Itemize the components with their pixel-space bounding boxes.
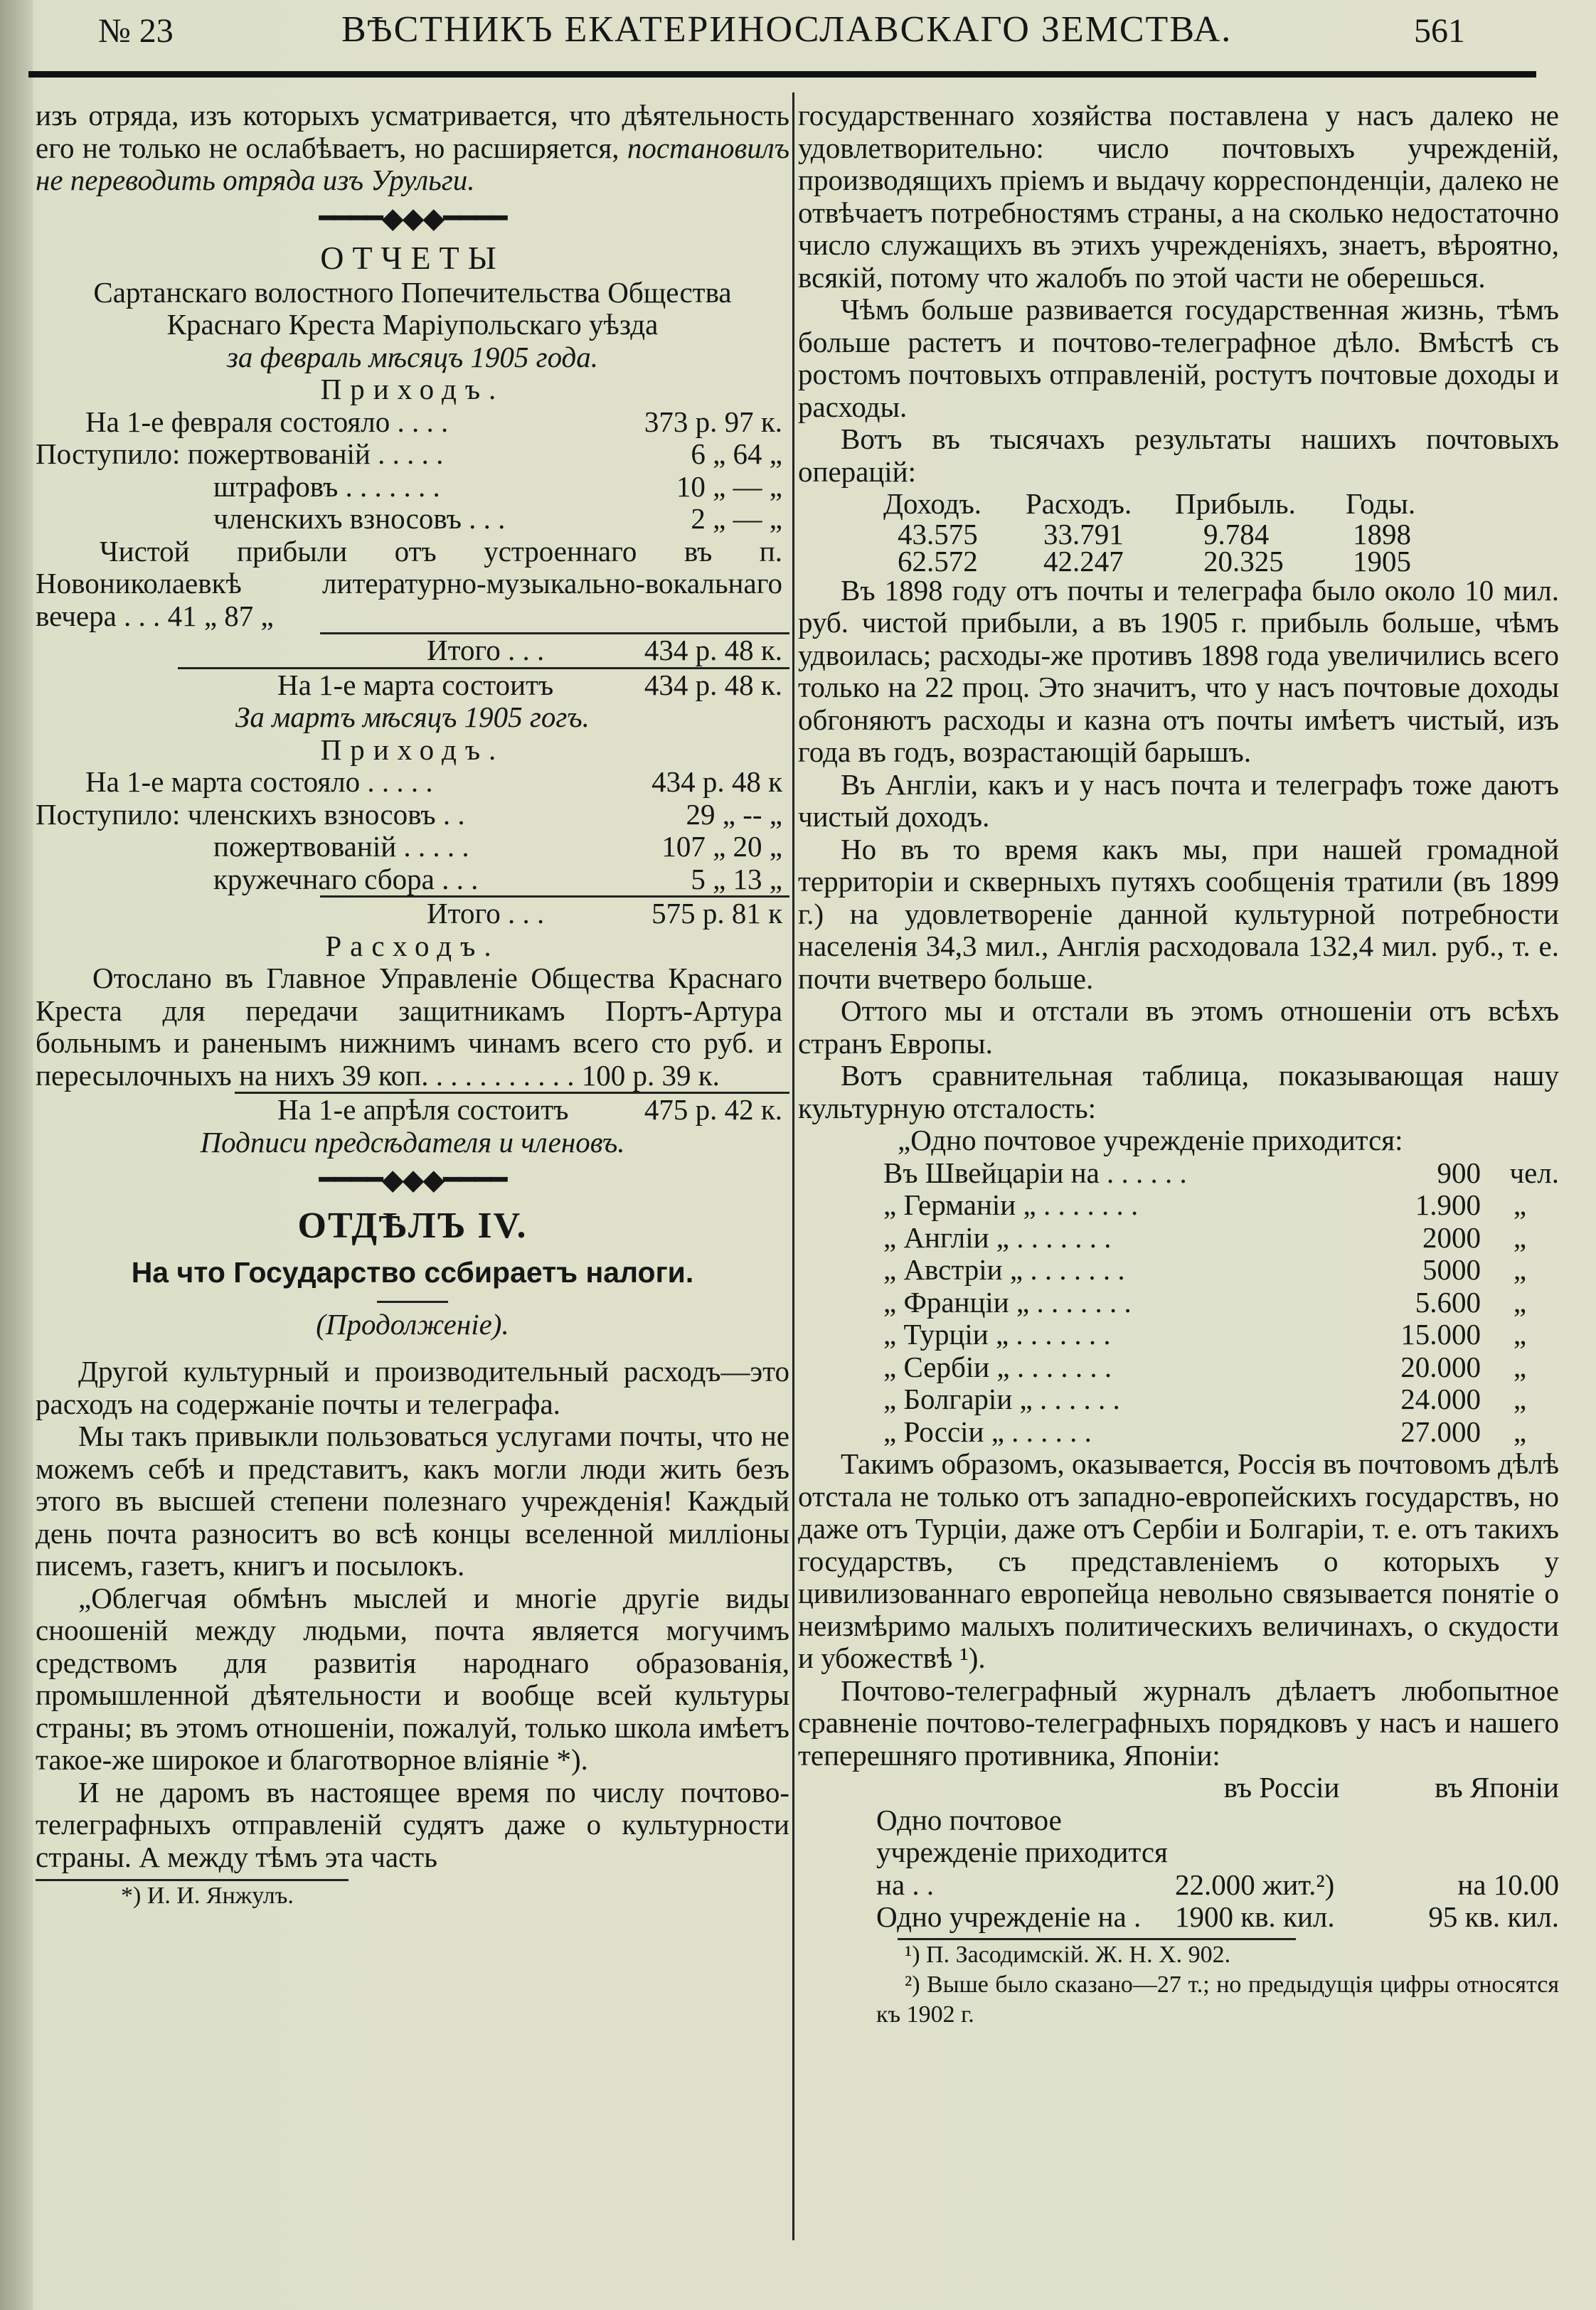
book-binding xyxy=(0,0,33,2310)
page-header xyxy=(92,6,1486,55)
table-row: Одно почтовое учрежденіе приходится на . . 22.000 жит.²) на 10.00 xyxy=(876,1804,1559,1901)
header-rule xyxy=(28,71,1536,78)
column-divider xyxy=(792,92,794,2240)
reports-subtitle: Сартанскаго волостного Попечительства Общества Краснаго Креста Маріупольскаго уѣзда xyxy=(93,275,732,341)
table-row: пожертвованій . . . . . 107 „ 20 „ xyxy=(213,830,782,863)
article-paragraph: государственнаго хозяйства поставлена у насъ далеко не удовлетворительно: число почтовыхъ учрежденій, производящихъ пріемъ и выдачу корреспонденціи, далеко не отвѣчаетъ потребностямъ страны, а на сколько недостаточно число служащихъ въ этихъ учрежденіяхъ, знаетъ, вѣроятно, всякій, потому что жалобъ по этой части не оберешься. xyxy=(798,99,1559,294)
table-row: На 1-е марта состояло . . . . . 434 р. 48 к xyxy=(85,765,782,798)
table-caption: „Одно почтовое учрежденіе приходится: xyxy=(898,1124,1403,1156)
article-paragraph: Такимъ образомъ, оказывается, Россія въ почтовомъ дѣлѣ отстала не только отъ западно-европейскихъ государствъ, но даже отъ Турціи, даже отъ Сербіи и Болгаріи, т. е. отъ такихъ государствъ, съ представленіемъ о которыхъ у цивилизованнаго европейца невольно связывается понятіе о неизмѣримо малыхъ политическихъ величинахъ, о скудости и убожествѣ ¹). xyxy=(798,1447,1559,1674)
article-heading: На что Государство ссбираетъ налоги. xyxy=(131,1256,694,1289)
table-row: Поступило: пожертвованій . . . . . 6 „ 64 „ xyxy=(36,437,782,470)
table-row: Одно учрежденіе на . 1900 кв. кил. 95 кв. кил. xyxy=(876,1900,1559,1933)
article-paragraph: Чѣмъ больше развивается государственная жизнь, тѣмъ больше растетъ и почтово-телеграфное дѣло. Вмѣстѣ съ ростомъ почтовыхъ отправленій, ростутъ почтовые доходы и расходы. xyxy=(798,293,1559,423)
countries-table xyxy=(798,1157,1559,1449)
article-paragraph: Но въ то время какъ мы, при нашей громадной территоріи и скверныхъ путяхъ сообщенія тратили (въ 1899 г.) на удовлетвореніе данной культурной потребности населенія 34,3 мил., Англія расходовала 132,4 мил. руб., т. е. почти вчетверо больше. xyxy=(798,832,1559,995)
mar-table xyxy=(36,766,789,895)
april-balance: На 1-е апрѣля состоитъ 475 р. 42 к. xyxy=(235,1092,789,1127)
table-row: „ Австріи „ . . . . . . . 5000 „ xyxy=(883,1253,1527,1286)
comparison-table xyxy=(798,1772,1559,1934)
article-paragraph: Вотъ сравнительная таблица, показывающая нашу культурную отсталость: xyxy=(798,1059,1559,1124)
operations-table xyxy=(798,487,1559,578)
left-column xyxy=(36,100,789,1911)
ornament-divider: ━━━━◆◆◆━━━━ xyxy=(319,201,506,234)
footnote: ¹) П. Засодимскій. Ж. Н. Х. 902. xyxy=(905,1941,1231,1968)
article-paragraph: Вотъ въ тысячахъ результаты нашихъ почтовыхъ операцій: xyxy=(798,422,1559,488)
table-row: штрафовъ . . . . . . . 10 „ — „ xyxy=(213,469,782,503)
article-paragraph: Почтово-телеграфный журналъ дѣлаетъ любопытное сравненіе почтово-телеграфныхъ порядковъ у насъ и нашего теперешняго противника, Японіи: xyxy=(798,1673,1559,1772)
article-paragraph: Въ Англіи, какъ и у насъ почта и телеграфъ тоже даютъ чистый доходъ. xyxy=(798,767,1559,833)
article-paragraph: Оттого мы и отстали въ этомъ отношеніи отъ всѣхъ странъ Европы. xyxy=(798,994,1559,1060)
article-paragraph: „Облегчая обмѣнъ мыслей и многіе другіе виды сноошеній между людьми, почта является могучимъ средствомъ для развитія народнаго образованія, промышленной дѣятельности и вообще всей культуры страны; въ этомъ отношеніи, пожалуй, только школа имѣетъ такое-же широкое и благотворное вліяніе *). xyxy=(36,1581,789,1776)
journal-title: ВѢСТНИКЪ ЕКАТЕРИНОСЛАВСКАГО ЗЕМСТВА. xyxy=(341,9,1233,50)
right-column xyxy=(798,100,1559,2030)
table-header: Доходъ. Расходъ. Прибыль. Годы. xyxy=(883,487,1416,520)
table-row: „ Турціи „ . . . . . . . 15.000 „ xyxy=(883,1318,1527,1351)
income-heading-1: Приходъ. xyxy=(320,373,505,405)
table-row: „ Сербіи „ . . . . . . . 20.000 „ xyxy=(883,1350,1527,1383)
section-title: ОТДѢЛЪ IV. xyxy=(297,1205,528,1246)
table-row: На 1-е февраля состояло . . . . 373 р. 97 к. xyxy=(85,405,782,438)
expense-text: Отослано въ Главное Управленіе Общества Краснаго Креста для передачи защитникамъ Портъ-Артура больнымъ и раненымъ нижнимъ чинамъ всего сто руб. и пересылочныхъ на нихъ 39 коп. . . . . . . . . . . 100 р. 39 к. xyxy=(36,962,782,1092)
continued-label: (Продолженіе). xyxy=(316,1308,509,1341)
footnote: ²) Выше было сказано—27 т.; но предыдущія цифры относятся къ 1902 г. xyxy=(876,1971,1559,2028)
feb-title: за февраль мѣсяцъ 1905 года. xyxy=(226,340,599,373)
table-row: 62.572 42.247 20.325 1905 xyxy=(898,544,1411,578)
reports-title: ОТЧЕТЫ xyxy=(320,239,505,276)
signatures: Подписи предсѣдателя и членовъ. xyxy=(200,1125,625,1159)
issue-number: № 23 xyxy=(98,12,174,50)
total-row-2: Итого . . . 575 р. 81 к xyxy=(320,895,789,930)
ornament-divider: ━━━━◆◆◆━━━━ xyxy=(319,1164,506,1196)
article-paragraph: Мы такъ привыкли пользоваться услугами почты, что не можемъ себѣ и представитъ, какъ могли люди жить безъ этого въ высшей степени полезнаго учрежденія! Каждый день почта разноситъ во всѣ концы вселенной милліоны писемъ, газетъ, книгъ и посылокъ. xyxy=(36,1420,789,1582)
income-heading-2: Приходъ. xyxy=(320,733,505,766)
total-row-1: Итого . . . 434 р. 48 к. xyxy=(320,632,789,667)
table-header: въ Россіи въ Японіи xyxy=(1223,1771,1559,1804)
table-row: „ Болгаріи „ . . . . . . 24.000 „ xyxy=(883,1383,1527,1415)
article-paragraph: Въ 1898 году отъ почты и телеграфа было около 10 мил. руб. чистой прибыли, а въ 1905 г. прибыль больше, чѣмъ удвоилась; расходы-же противъ 1898 года увеличились всего только на 22 проц. Это значитъ, что у насъ почтовые доходы обгоняютъ расходы и казна отъ почты имѣетъ чистый, изъ года въ годъ, возрастающій барышъ. xyxy=(798,573,1559,768)
table-row: членскихъ взносовъ . . . 2 „ — „ xyxy=(213,502,782,535)
article-paragraph: И не даромъ въ настоящее время по числу почтово-телеграфныхъ отправленій судятъ даже о культурности страны. А между тѣмъ эта часть xyxy=(36,1775,789,1873)
footnote: *) И. И. Янжулъ. xyxy=(121,1883,294,1909)
table-row: „ Германіи „ . . . . . . . 1.900 „ xyxy=(883,1188,1527,1221)
intro-paragraph: изъ отряда, изъ которыхъ усматривается, что дѣятельность его не только не ослабѣваетъ, но расширяется, постановилъ не переводить отряда изъ Урульги. xyxy=(36,99,789,196)
article-paragraph: Другой культурный и производительный расходъ—это расходъ на содержаніе почты и телеграфа. xyxy=(36,1355,789,1420)
table-row: „ Россіи „ . . . . . . 27.000 „ xyxy=(883,1415,1527,1448)
table-row: Поступило: членскихъ взносовъ . . 29 „ -- „ xyxy=(36,797,782,831)
table-row: „ Франціи „ . . . . . . . 5.600 „ xyxy=(883,1285,1527,1319)
profit-row: Чистой прибыли отъ устроеннаго въ п. Новониколаевкѣ литературно-музыкально-вокальнаго вечера . . . 41 „ 87 „ xyxy=(36,534,782,632)
feb-table xyxy=(36,406,789,536)
table-row: Въ Швейцаріи на . . . . . . 900 чел. xyxy=(883,1156,1559,1189)
mar-title: За мартъ мѣсяцъ 1905 гогъ. xyxy=(235,701,590,733)
table-row: кружечнаго сбора . . . 5 „ 13 „ xyxy=(213,862,782,895)
table-row: „ Англіи „ . . . . . . . 2000 „ xyxy=(883,1220,1527,1254)
page-number: 561 xyxy=(1414,12,1465,50)
expense-heading: Расходъ. xyxy=(325,929,500,962)
table-row: 43.575 33.791 9.784 1898 xyxy=(898,517,1411,550)
march-balance: На 1-е марта состоитъ 434 р. 48 к. xyxy=(178,667,789,702)
